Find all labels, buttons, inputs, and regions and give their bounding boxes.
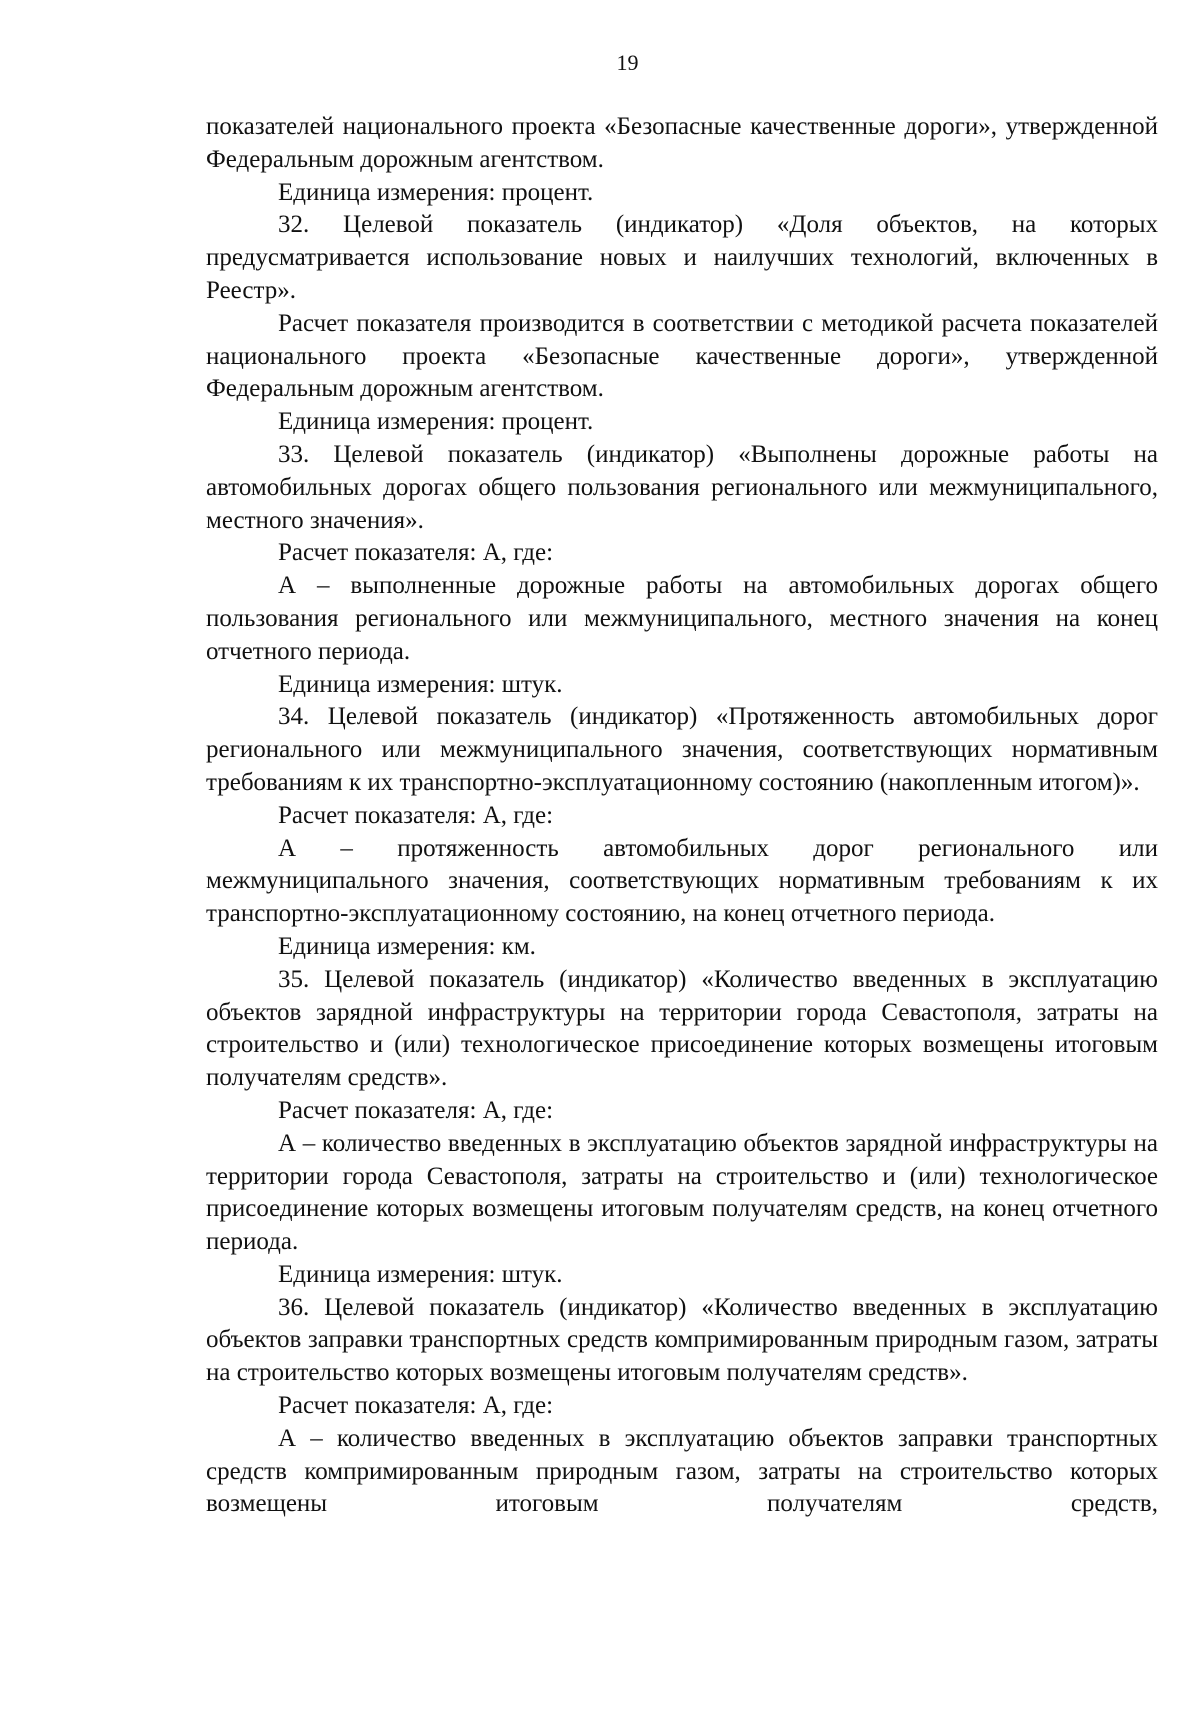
paragraph: А – количество введенных в эксплуатацию объектов заправки транспортных средств компримированным природным газом, затраты на строительство которых возмещены итоговым получателям средств, — [206, 1424, 1158, 1518]
paragraph: А – протяженность автомобильных дорог регионального или межмуниципального значения, соответствующих нормативным требованиям к их транспортно-эксплуатационному состоянию, на конец отчетного периода. — [206, 834, 1158, 928]
paragraph: 33. Целевой показатель (индикатор) «Выполнены дорожные работы на автомобильных дорогах общего пользования регионального или межмуниципального, местного значения». — [206, 440, 1158, 534]
paragraph: Расчет показателя: А, где: — [278, 539, 554, 567]
paragraph: Расчет показателя производится в соответствии с методикой расчета показателей национального проекта «Безопасные качественные дороги», утвержденной Федеральным дорожным агентством. — [206, 309, 1158, 403]
paragraph: 36. Целевой показатель (индикатор) «Количество введенных в эксплуатацию объектов заправки транспортных средств компримированным природным газом, затраты на строительство которых возмещены итоговым получателям средств». — [206, 1293, 1158, 1387]
paragraph: показателей национального проекта «Безопасные качественные дороги», утвержденной Федеральным дорожным агентством. — [206, 113, 1158, 173]
paragraph: Единица измерения: км. — [278, 932, 536, 960]
document-body — [206, 111, 1158, 1521]
paragraph: 35. Целевой показатель (индикатор) «Количество введенных в эксплуатацию объектов зарядной инфраструктуры на территории города Севастополя, затраты на строительство и (или) технологическое присоединение которых возмещены итоговым получателям средств». — [206, 965, 1158, 1092]
paragraph: 34. Целевой показатель (индикатор) «Протяженность автомобильных дорог регионального или межмуниципального значения, соответствующих нормативным требованиям к их транспортно-эксплуатационному состоянию (накопленным итогом)». — [206, 703, 1158, 796]
paragraph: Единица измерения: штук. — [278, 670, 563, 698]
paragraph: А – выполненные дорожные работы на автомобильных дорогах общего пользования регионального или межмуниципального, местного значения на конец отчетного периода. — [206, 572, 1158, 665]
paragraph: Единица измерения: процент. — [278, 178, 594, 206]
paragraph: Единица измерения: штук. — [278, 1260, 563, 1288]
page-number: 19 — [616, 50, 639, 75]
paragraph: А – количество введенных в эксплуатацию объектов зарядной инфраструктуры на территории города Севастополя, затраты на строительство и (или) технологическое присоединение которых возмещены итоговым получателям средств, на конец отчетного периода. — [206, 1129, 1158, 1256]
paragraph: 32. Целевой показатель (индикатор) «Доля объектов, на которых предусматривается использование новых и наилучших технологий, включенных в Реестр». — [206, 211, 1158, 304]
paragraph: Единица измерения: процент. — [278, 408, 594, 436]
paragraph: Расчет показателя: А, где: — [278, 801, 554, 829]
paragraph: Расчет показателя: А, где: — [278, 1096, 554, 1124]
paragraph: Расчет показателя: А, где: — [278, 1392, 554, 1420]
